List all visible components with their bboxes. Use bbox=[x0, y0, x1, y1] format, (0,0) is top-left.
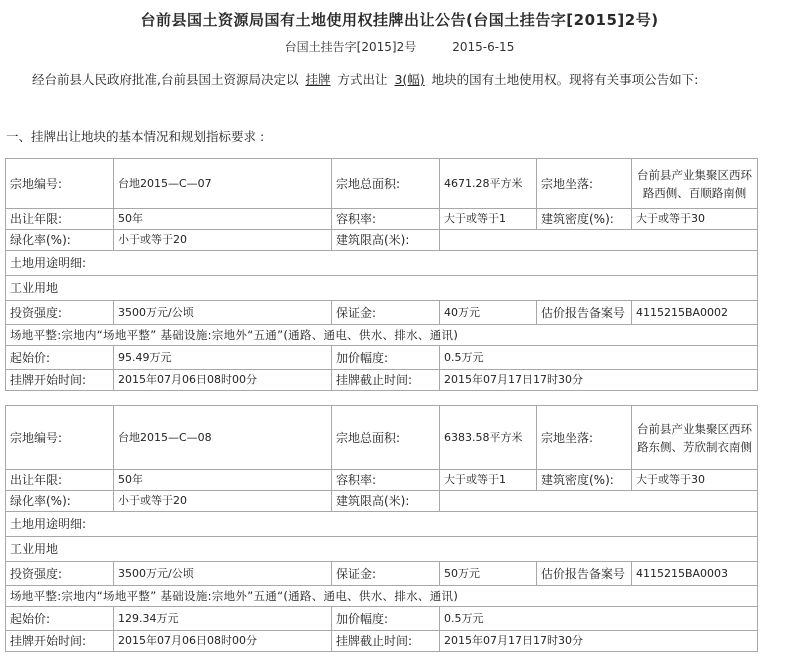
investment-intensity: 3500万元/公顷 bbox=[114, 301, 332, 325]
investment-intensity: 3500万元/公顷 bbox=[114, 562, 332, 586]
section-heading: 一、挂牌出让地块的基本情况和规划指标要求 : bbox=[6, 129, 265, 144]
total-area: 4671.28平方米 bbox=[440, 159, 537, 209]
floor-area-ratio: 大于或等于1 bbox=[440, 470, 537, 491]
term: 50年 bbox=[114, 209, 332, 230]
label-parcel-no: 宗地编号: bbox=[6, 159, 114, 209]
intro-text-b: 方式出让 bbox=[337, 72, 388, 87]
label-increment: 加价幅度: bbox=[332, 346, 440, 370]
label-use-detail: 土地用途明细: bbox=[6, 512, 758, 537]
listing-start: 2015年07月06日08时00分 bbox=[114, 631, 332, 652]
location: 台前县产业集聚区西环路东侧、芳欣制衣南侧 bbox=[632, 406, 758, 470]
label-deposit: 保证金: bbox=[332, 562, 440, 586]
listing-end: 2015年07月17日17时30分 bbox=[440, 631, 758, 652]
label-far: 容积率: bbox=[332, 209, 440, 230]
land-use: 工业用地 bbox=[6, 537, 758, 562]
term: 50年 bbox=[114, 470, 332, 491]
label-start-price: 起始价: bbox=[6, 607, 114, 631]
bid-increment: 0.5万元 bbox=[440, 346, 758, 370]
label-increment: 加价幅度: bbox=[332, 607, 440, 631]
site-condition: 场地平整:宗地内“场地平整” 基础设施:宗地外”五通“(通路、通电、供水、排水、通讯) bbox=[6, 586, 758, 607]
parcel-no: 台地2015—C—07 bbox=[114, 159, 332, 209]
green-ratio: 小于或等于20 bbox=[114, 230, 332, 251]
land-use: 工业用地 bbox=[6, 276, 758, 301]
appraisal-no: 4115215BA0003 bbox=[632, 562, 758, 586]
label-green: 绿化率(%): bbox=[6, 230, 114, 251]
publish-date: 2015-6-15 bbox=[452, 40, 515, 54]
site-condition: 场地平整:宗地内“场地平整” 基础设施:宗地外“五通”(通路、通电、供水、排水、通讯) bbox=[6, 325, 758, 346]
label-green: 绿化率(%): bbox=[6, 491, 114, 512]
label-listing-end: 挂牌截止时间: bbox=[332, 631, 440, 652]
label-location: 宗地坐落: bbox=[537, 406, 632, 470]
start-price: 129.34万元 bbox=[114, 607, 332, 631]
label-invest: 投资强度: bbox=[6, 562, 114, 586]
label-deposit: 保证金: bbox=[332, 301, 440, 325]
green-ratio: 小于或等于20 bbox=[114, 491, 332, 512]
label-listing-end: 挂牌截止时间: bbox=[332, 370, 440, 391]
start-price: 95.49万元 bbox=[114, 346, 332, 370]
label-appraisal: 估价报告备案号 bbox=[537, 562, 632, 586]
deposit: 40万元 bbox=[440, 301, 537, 325]
label-far: 容积率: bbox=[332, 470, 440, 491]
transfer-method: 挂牌 bbox=[305, 72, 331, 87]
height-limit bbox=[440, 491, 758, 512]
height-limit bbox=[440, 230, 758, 251]
label-term: 出让年限: bbox=[6, 209, 114, 230]
listing-start: 2015年07月06日08时00分 bbox=[114, 370, 332, 391]
label-listing-start: 挂牌开始时间: bbox=[6, 631, 114, 652]
location: 台前县产业集聚区西环路西侧、百顺路南侧 bbox=[632, 159, 758, 209]
label-total-area: 宗地总面积: bbox=[332, 406, 440, 470]
label-height: 建筑限高(米): bbox=[332, 230, 440, 251]
intro-text-a: 经台前县人民政府批准,台前县国土资源局决定以 bbox=[32, 72, 299, 87]
notice-title: 台前县国土资源局国有土地使用权挂牌出让公告(台国土挂告字[2015]2号) bbox=[140, 11, 659, 29]
label-total-area: 宗地总面积: bbox=[332, 159, 440, 209]
intro-paragraph bbox=[6, 70, 760, 89]
appraisal-no: 4115215BA0002 bbox=[632, 301, 758, 325]
label-invest: 投资强度: bbox=[6, 301, 114, 325]
label-parcel-no: 宗地编号: bbox=[6, 406, 114, 470]
label-use-detail: 土地用途明细: bbox=[6, 251, 758, 276]
listing-end: 2015年07月17日17时30分 bbox=[440, 370, 758, 391]
notice-meta bbox=[0, 38, 799, 55]
bid-increment: 0.5万元 bbox=[440, 607, 758, 631]
label-density: 建筑密度(%): bbox=[537, 470, 632, 491]
floor-area-ratio: 大于或等于1 bbox=[440, 209, 537, 230]
parcel-table bbox=[5, 405, 758, 652]
parcel-count: 3(幅) bbox=[394, 72, 425, 87]
deposit: 50万元 bbox=[440, 562, 537, 586]
label-listing-start: 挂牌开始时间: bbox=[6, 370, 114, 391]
total-area: 6383.58平方米 bbox=[440, 406, 537, 470]
parcel-table bbox=[5, 158, 758, 391]
label-height: 建筑限高(米): bbox=[332, 491, 440, 512]
building-density: 大于或等于30 bbox=[632, 209, 758, 230]
label-appraisal: 估价报告备案号 bbox=[537, 301, 632, 325]
reference-number: 台国土挂告字[2015]2号 bbox=[284, 40, 417, 54]
label-start-price: 起始价: bbox=[6, 346, 114, 370]
building-density: 大于或等于30 bbox=[632, 470, 758, 491]
parcel-no: 台地2015—C—08 bbox=[114, 406, 332, 470]
label-location: 宗地坐落: bbox=[537, 159, 632, 209]
label-density: 建筑密度(%): bbox=[537, 209, 632, 230]
intro-text-c: 地块的国有土地使用权。现将有关事项公告如下: bbox=[431, 72, 699, 87]
label-term: 出让年限: bbox=[6, 470, 114, 491]
